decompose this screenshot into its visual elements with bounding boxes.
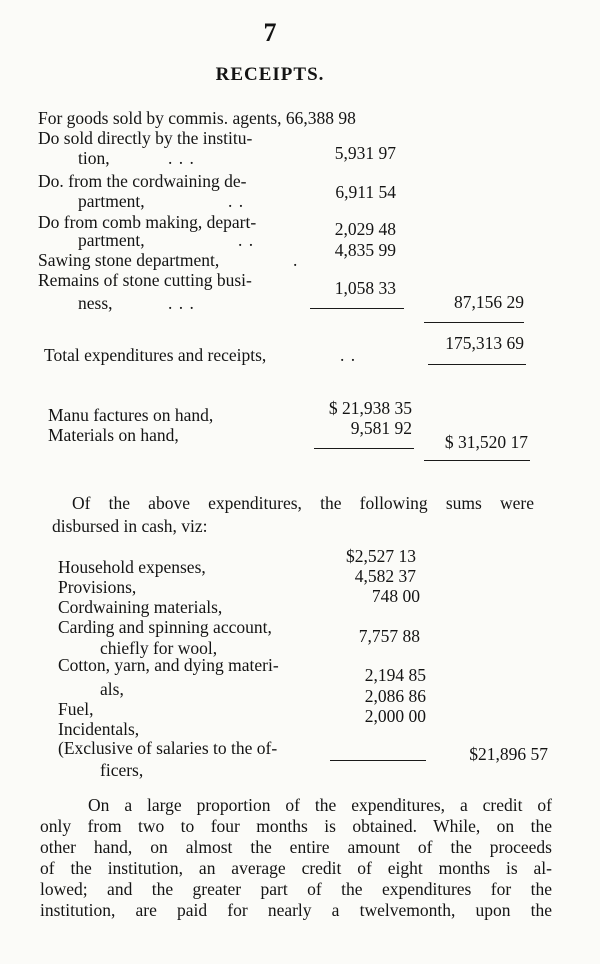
receipt-line-1-1: tion, <box>78 148 110 168</box>
disbursements-subtotal-rule <box>330 760 426 761</box>
disb-amount-2: 748 00 <box>371 586 420 606</box>
total-label: Total expenditures and receipts, <box>44 345 267 365</box>
receipt-amount-4: 4,835 99 <box>334 240 396 260</box>
paragraph-line-5: institution, are paid for nearly a twelvemonth, upon the <box>40 900 552 920</box>
inventory-amount-1: 9,581 92 <box>350 418 412 438</box>
disb-line-2-0: Cordwaining materials, <box>58 597 223 617</box>
disb-amount-0: $2,527 13 <box>346 546 416 566</box>
disb-line-0-0: Household expenses, <box>58 557 206 577</box>
receipt-line-3-0: Do from comb making, depart- <box>38 212 257 232</box>
disbursements-total: $21,896 57 <box>469 744 548 764</box>
inventory-label-1: Materials on hand, <box>48 425 179 445</box>
receipts-subtotal-rule <box>310 308 404 309</box>
paragraph-line-2: other hand, on almost the entire amount of the proceeds <box>40 837 552 857</box>
receipt-line-3-1: partment, <box>78 230 145 250</box>
disb-amount-5: 2,086 86 <box>364 686 426 706</box>
receipt-line-2-0: Do. from the cordwaining de- <box>38 171 247 191</box>
receipt-amount-1: 5,931 97 <box>334 143 396 163</box>
disb-line-7-1: ficers, <box>100 760 144 780</box>
paragraph-line-0: On a large proportion of the expenditures, a credit of <box>88 795 552 815</box>
paragraph-line-3: of the institution, an average credit of eight months is al- <box>40 858 552 878</box>
intro-line-1: disbursed in cash, viz: <box>52 516 208 536</box>
receipts-total: 87,156 29 <box>454 292 524 312</box>
disb-amount-3: 7,757 88 <box>358 626 420 646</box>
disb-line-3-0: Carding and spinning account, <box>58 617 272 637</box>
disb-line-5-0: Fuel, <box>58 699 94 719</box>
disb-line-3-1: chiefly for wool, <box>100 638 218 658</box>
inventory-total-rule <box>424 460 530 461</box>
disb-line-4-0: Cotton, yarn, and dying materi- <box>58 655 279 675</box>
intro-line-0: Of the above expenditures, the following sums were <box>72 493 534 513</box>
receipt-line-1-0: Do sold directly by the institu- <box>38 128 253 148</box>
receipt-line-4-0: Sawing stone department, <box>38 250 220 270</box>
disb-line-1-0: Provisions, <box>58 577 137 597</box>
receipt-amount-3: 2,029 48 <box>334 219 396 239</box>
disb-amount-1: 4,582 37 <box>354 566 416 586</box>
section-title: RECEIPTS. <box>215 64 325 85</box>
inventory-label-0: Manu factures on hand, <box>48 405 214 425</box>
receipt-amount-5: 1,058 33 <box>334 278 396 298</box>
total-rule <box>428 364 526 365</box>
paragraph-line-4: lowed; and the greater part of the expenditures for the <box>40 879 552 899</box>
disb-amount-6: 2,000 00 <box>364 706 426 726</box>
total-value: 175,313 69 <box>445 333 524 353</box>
disb-line-4-1: als, <box>100 679 124 699</box>
receipts-total-rule <box>424 322 524 323</box>
paragraph-line-1: only from two to four months is obtained. While, on the <box>40 816 552 836</box>
receipt-line-5-0: Remains of stone cutting busi- <box>38 270 252 290</box>
inventory-amount-0: $ 21,938 35 <box>328 398 412 418</box>
inventory-total: $ 31,520 17 <box>444 432 528 452</box>
receipt-line-5-1: ness, <box>78 293 113 313</box>
disb-line-6-0: Incidentals, <box>58 719 140 739</box>
disb-amount-4: 2,194 85 <box>364 665 426 685</box>
inventory-subtotal-rule <box>314 448 414 449</box>
receipt-line-0-0: For goods sold by commis. agents, 66,388 98 <box>38 108 356 128</box>
page-number: 7 <box>263 18 277 47</box>
disb-line-7-0: (Exclusive of salaries to the of- <box>58 738 278 758</box>
receipt-amount-2: 6,911 54 <box>335 182 396 202</box>
receipt-line-2-1: partment, <box>78 191 145 211</box>
